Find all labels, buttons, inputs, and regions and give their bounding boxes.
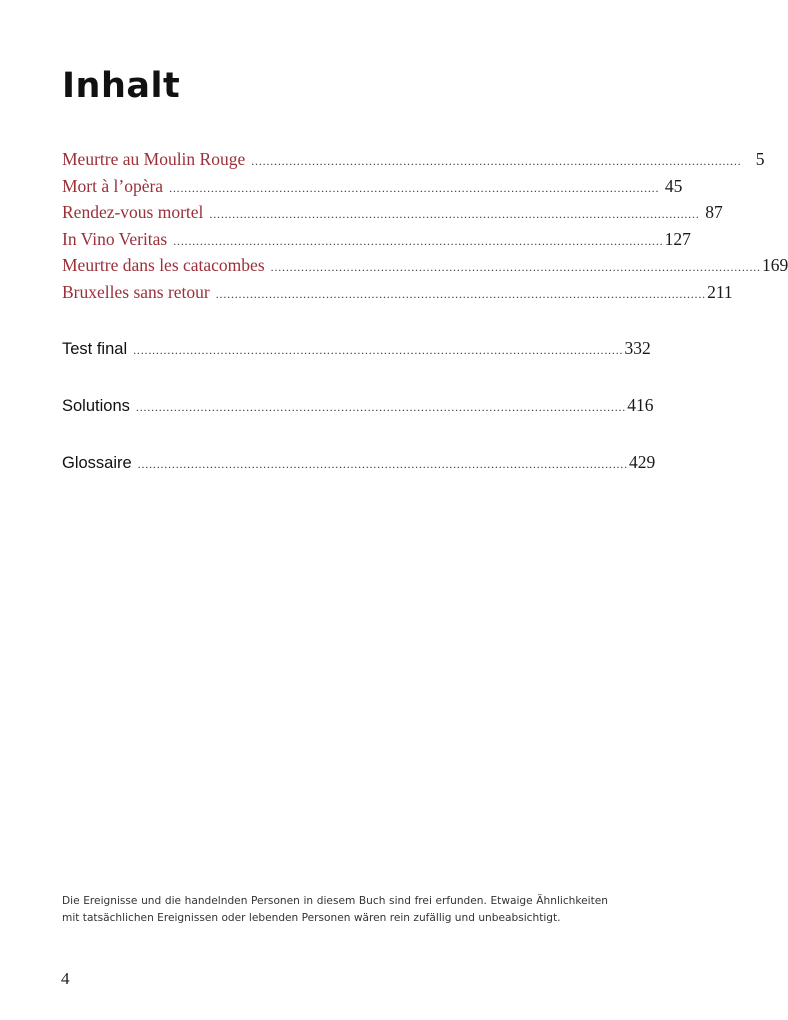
toc-entry-mort-a-l-opera[interactable]	[62, 173, 683, 200]
dot-leader	[136, 394, 624, 421]
spacer	[62, 362, 606, 392]
toc-entry-page: 127	[664, 228, 691, 249]
spacer	[62, 419, 606, 449]
toc-entry-page: 5	[755, 149, 765, 169]
table-of-contents	[62, 146, 788, 476]
toc-entry-title: Rendez-vous mortel	[62, 202, 204, 222]
toc-entry-page: 332	[624, 338, 651, 358]
page-number: 4	[61, 969, 70, 988]
toc-entry-title: Test final	[62, 340, 128, 358]
page-title: Inhalt	[62, 66, 181, 106]
toc-entry-title: Solutions	[62, 397, 130, 415]
fiction-disclaimer: Die Ereignisse und die handelnden Personen in diesem Buch sind frei erfunden. Etwaige Ähnlichkeiten mit tatsächlichen Ereignissen oder lebenden Personen wären rein zufällig und unbeabsichtigt.	[62, 895, 608, 924]
toc-entry-meurtre-au-moulin-rouge[interactable]	[62, 146, 765, 173]
toc-entry-bruxelles-sans-retour[interactable]	[62, 279, 733, 306]
toc-entry-title: Mort à l’opèra	[62, 175, 164, 196]
dot-leader	[216, 281, 704, 308]
dot-leader	[271, 254, 759, 281]
toc-entry-page: 169	[761, 255, 788, 275]
dot-leader	[209, 201, 697, 228]
toc-entry-title: In Vino Veritas	[62, 228, 168, 249]
toc-entry-in-vino-veritas[interactable]	[62, 226, 691, 253]
toc-entry-title: Bruxelles sans retour	[62, 281, 210, 302]
spacer	[62, 305, 606, 335]
toc-entry-title: Meurtre dans les catacombes	[62, 255, 265, 275]
dot-leader	[138, 451, 626, 478]
toc-entry-page: 45	[664, 175, 683, 196]
toc-entry-page: 416	[627, 395, 654, 415]
dot-leader	[251, 148, 739, 175]
toc-entry-solutions[interactable]	[62, 392, 654, 419]
toc-entry-page: 429	[629, 452, 656, 472]
toc-entry-page: 87	[705, 202, 723, 222]
toc-entry-test-final[interactable]	[62, 335, 651, 362]
toc-entry-meurtre-dans-les-catacombes[interactable]	[62, 252, 788, 279]
toc-entry-rendez-vous-mortel[interactable]	[62, 199, 723, 226]
dot-leader	[133, 337, 621, 364]
toc-entry-glossaire[interactable]	[62, 449, 656, 476]
dot-leader	[173, 228, 661, 255]
dot-leader	[169, 175, 657, 202]
toc-entry-page: 211	[707, 281, 733, 302]
toc-entry-title: Glossaire	[62, 454, 132, 472]
toc-entry-title: Meurtre au Moulin Rouge	[62, 149, 246, 169]
